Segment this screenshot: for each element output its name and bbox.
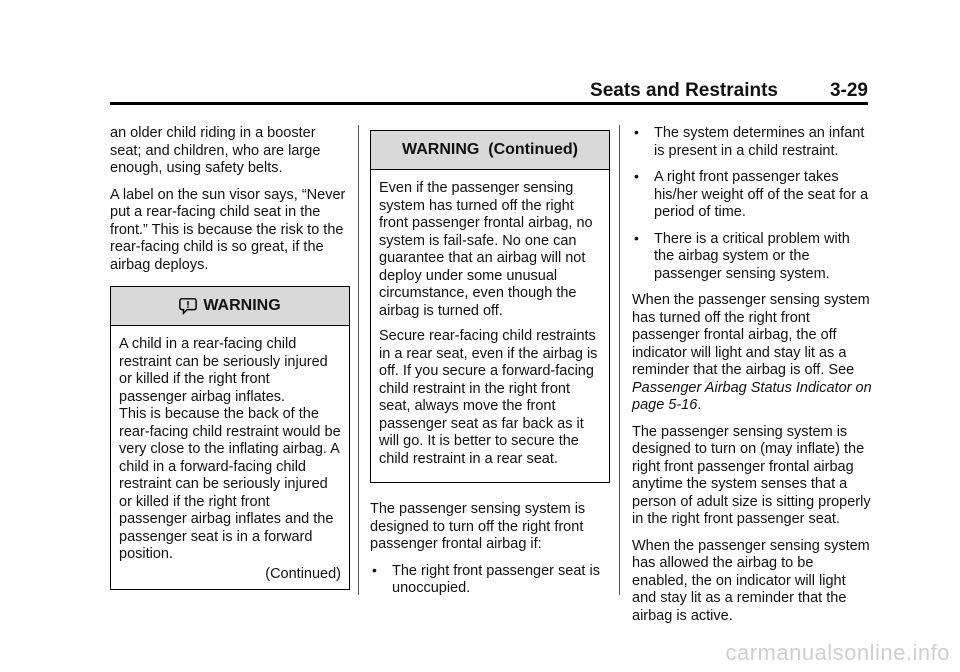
warning-text: This is because the back of the rear-facing child restraint would be very close to the inflating airbag. A child in a forward-facing child restraint can be seriously injured or killed if the right front passenger airbag inflates and the passenger seat is in a forward position. bbox=[119, 406, 341, 562]
paragraph bbox=[632, 292, 872, 415]
warning-heading: WARNING (Continued) bbox=[371, 131, 609, 170]
warning-box-continued bbox=[370, 130, 610, 483]
page-number: 3-29 bbox=[829, 80, 868, 101]
bullet: • bbox=[634, 124, 639, 140]
continued-label: (Continued) bbox=[265, 565, 341, 582]
list-item-text: A right front passenger takes his/her weight off of the seat for a period of time. bbox=[654, 169, 869, 220]
list-item-text: There is a critical problem with the airbag system or the passenger sensing system. bbox=[654, 230, 850, 282]
column-3 bbox=[632, 125, 872, 634]
list-item-text: The right front passenger seat is unoccupied. bbox=[392, 562, 600, 596]
warning-text: Secure rear-facing child restraints in a rear seat, even if the airbag is off. If you secure a forward-facing child restraint in the right front seat, always move the front passenger seat as far back as it will go. It is better to secure the child restraint in a rear seat. bbox=[379, 328, 598, 467]
section-title: Seats and Restraints bbox=[590, 80, 778, 101]
watermark: carmanualsonline.info bbox=[725, 640, 950, 665]
paragraph: The passenger sensing system is designed to turn off the right front passenger frontal airbag if: bbox=[370, 501, 586, 552]
column-divider bbox=[358, 125, 359, 595]
bullet: • bbox=[372, 561, 377, 578]
warning-body bbox=[371, 170, 609, 482]
column-1 bbox=[110, 125, 350, 590]
warning-label: WARNING bbox=[203, 297, 281, 315]
bullet: • bbox=[634, 229, 639, 246]
header-rule bbox=[110, 102, 868, 105]
list-item bbox=[632, 125, 872, 160]
paragraph: an older child riding in a booster seat; and children, who are large enough, using safety belts. bbox=[110, 125, 321, 176]
paragraph-text: When the passenger sensing system has turned off the right front passenger frontal airbag, the off indicator will light and stay lit as a reminder that the airbag is off. See bbox=[632, 292, 870, 378]
warning-body bbox=[111, 326, 349, 589]
list-item-text: The system determines an infant is present in a child restraint. bbox=[654, 125, 865, 159]
paragraph: A label on the sun visor says, “Never put a rear-facing child seat in the front.” This is because the risk to the rear-facing child is so great, if the airbag deploys. bbox=[110, 186, 346, 273]
list-item bbox=[370, 563, 610, 598]
list-item bbox=[632, 169, 872, 222]
column-2 bbox=[370, 125, 610, 607]
speech-bubble-icon bbox=[179, 297, 197, 315]
paragraph-text: . bbox=[697, 397, 702, 413]
column-divider bbox=[619, 125, 620, 595]
paragraph: When the passenger sensing system has allowed the airbag to be enabled, the on indicator will light and stay lit as a reminder that the airbag is active. bbox=[632, 537, 870, 624]
page-header bbox=[110, 78, 868, 104]
warning-box bbox=[110, 286, 350, 590]
list-item bbox=[632, 231, 872, 284]
warning-text: Even if the passenger sensing system has turned off the right front passenger frontal airbag, no system is fail-safe. No one can guarantee that an airbag will not deploy under some unusual circumstance, even though the airbag is turned off. bbox=[379, 180, 593, 319]
warning-text: A child in a rear-facing child restraint can be seriously injured or killed if the right front passenger airbag inflates. bbox=[119, 336, 328, 405]
bullet: • bbox=[634, 168, 639, 184]
warning-heading bbox=[111, 287, 349, 326]
cross-reference-link[interactable]: Passenger Airbag Status Indicator on page 5-16 bbox=[632, 379, 872, 413]
paragraph: The passenger sensing system is designed to turn on (may inflate) the right front passenger frontal airbag anytime the system senses that a person of adult size is sitting properly in the right front passenger seat. bbox=[632, 423, 871, 527]
